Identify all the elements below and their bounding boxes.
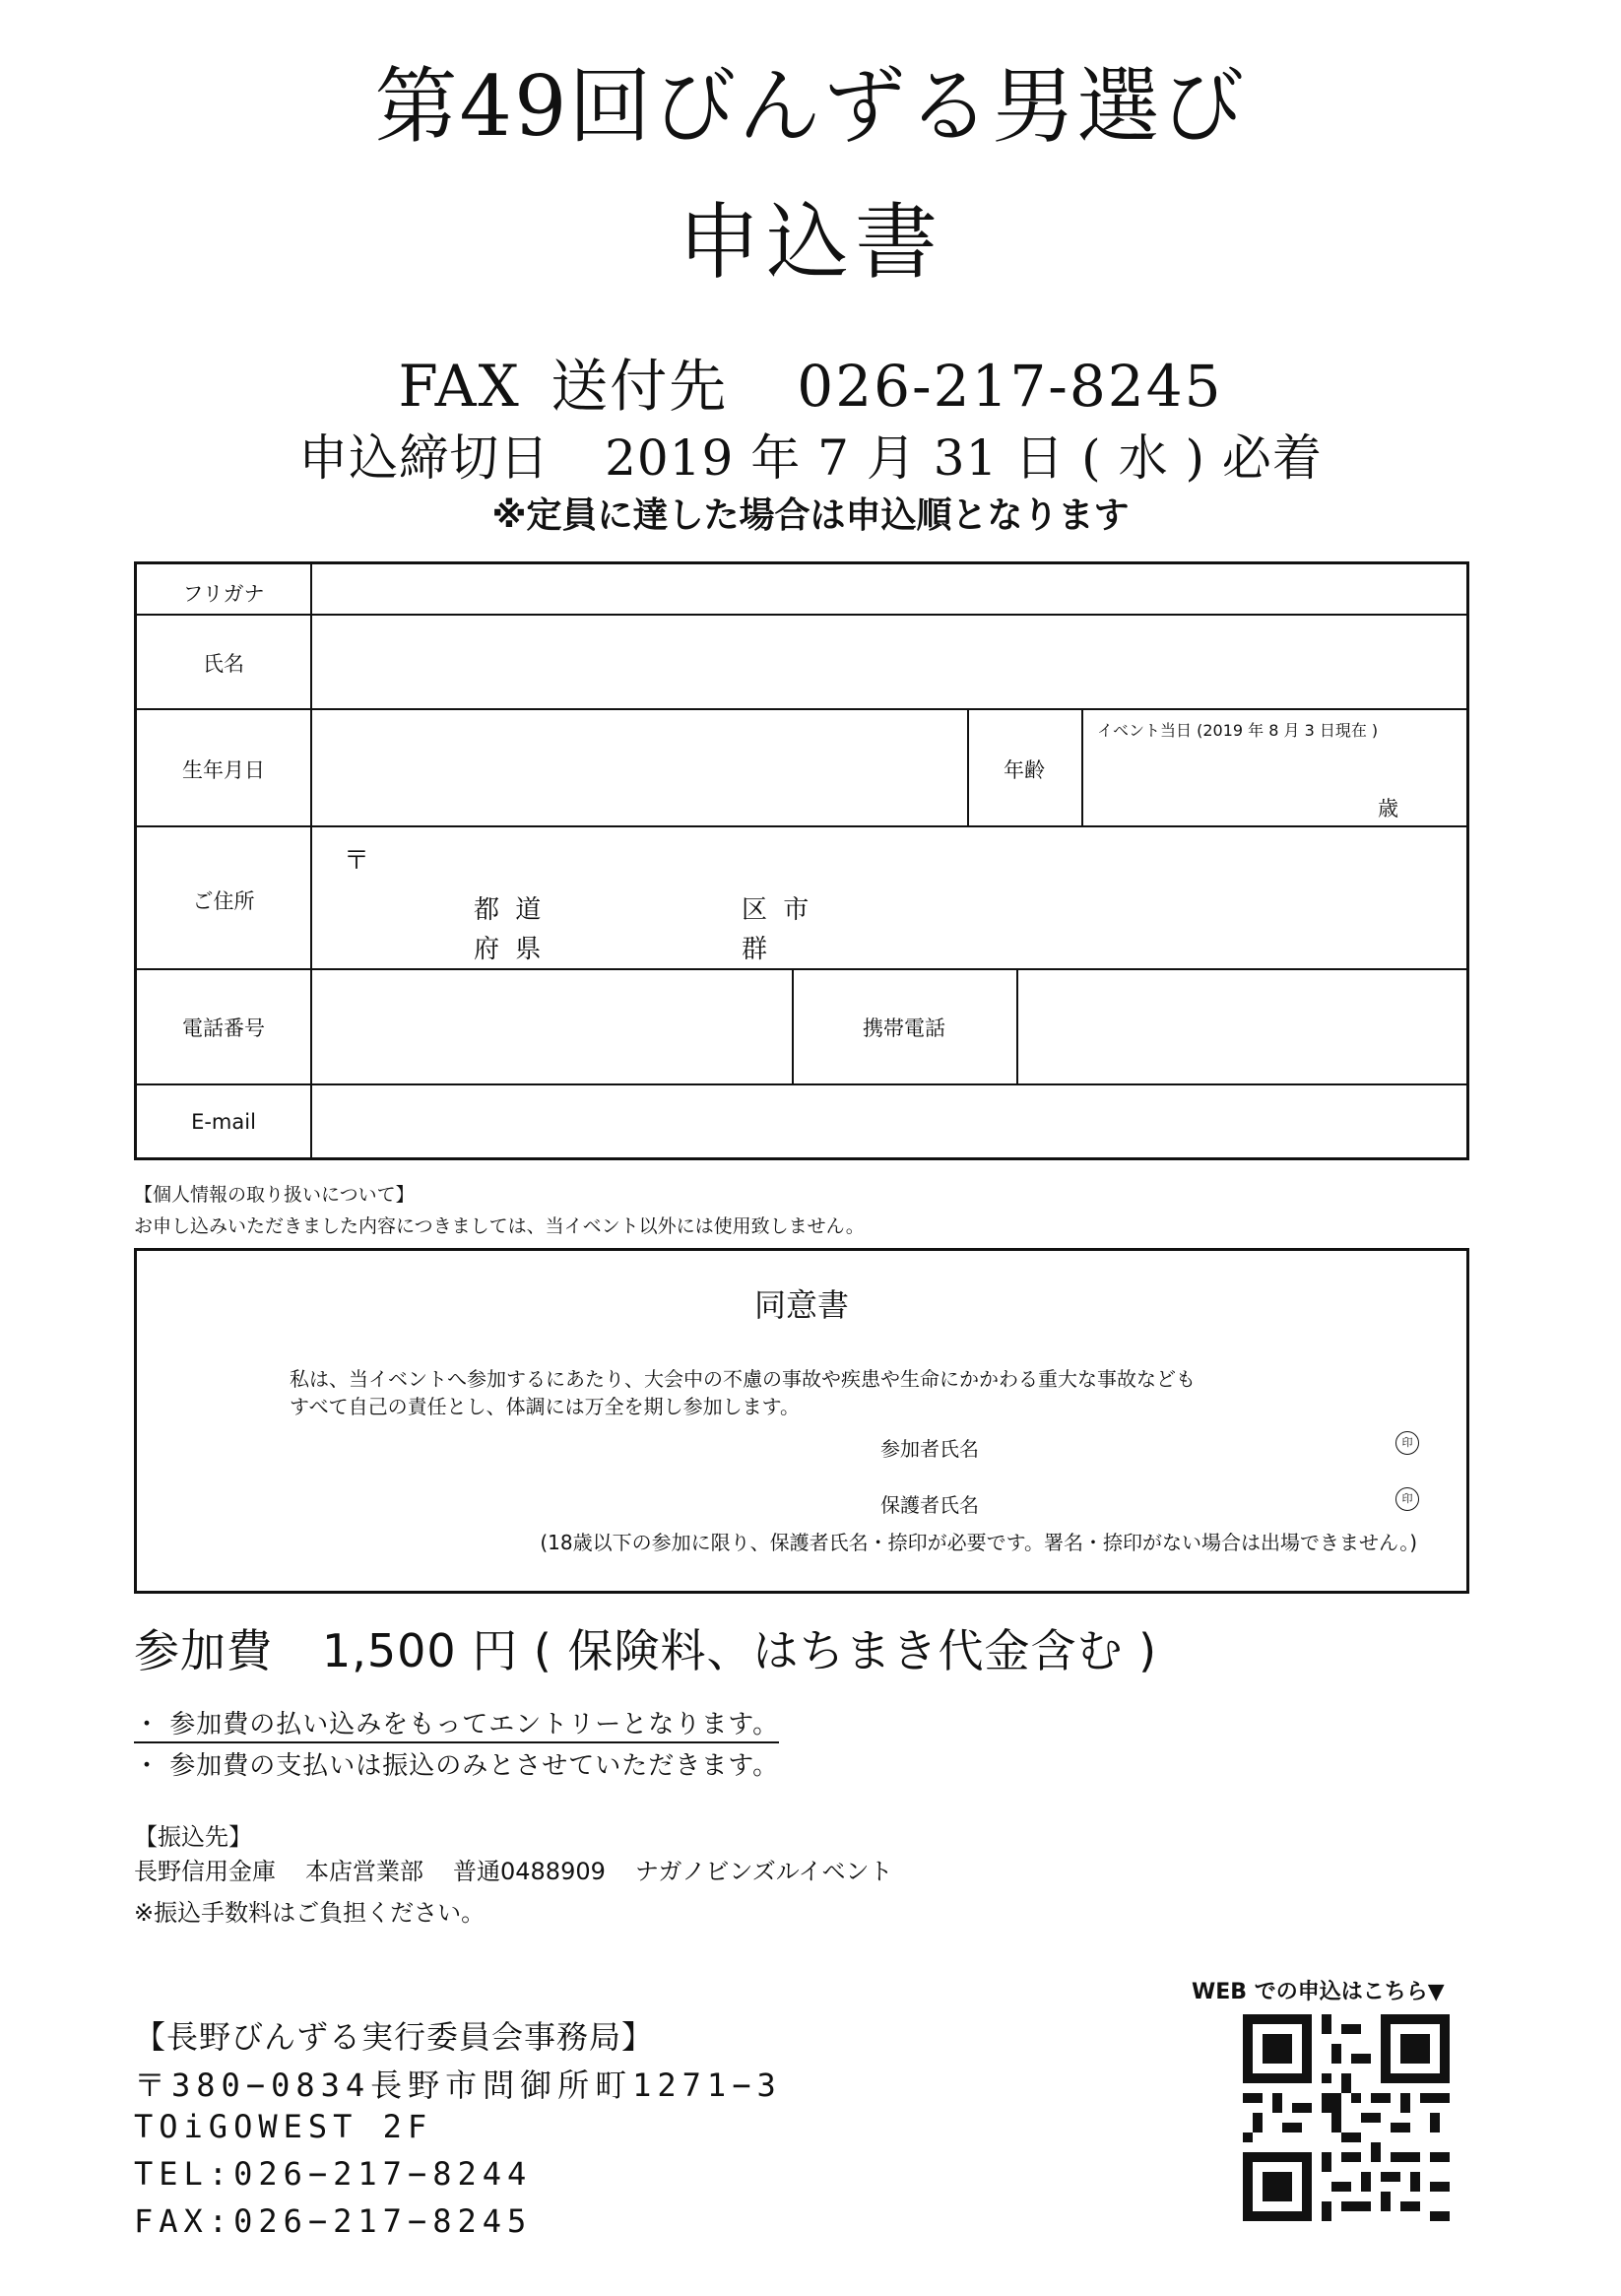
guardian-name-field[interactable] <box>994 1483 1388 1517</box>
page-title: 第49回びんずる男選び <box>374 58 1247 155</box>
fax-number: 026-217-8245 <box>797 353 1223 420</box>
email-field[interactable] <box>312 1085 1466 1157</box>
office-tel: TEL:026−217−8244 <box>134 2155 533 2193</box>
page-subtitle: 申込書 <box>677 194 943 291</box>
qr-code-icon[interactable] <box>1243 2014 1450 2221</box>
consent-box <box>134 1248 1469 1594</box>
consent-line-2: すべて自己の責任とし、体調には万全を期し参加します。 <box>290 1395 800 1418</box>
consent-title: 同意書 <box>753 1286 849 1324</box>
age-unit: 歳 <box>1378 797 1398 820</box>
seal-icon: 印 <box>1395 1431 1419 1455</box>
age-note: イベント当日 (2019 年 8 月 3 日現在 ) <box>1097 721 1379 740</box>
birthdate-label: 生年月日 <box>182 758 265 782</box>
age-label: 年齢 <box>1004 758 1045 782</box>
participant-name-field[interactable] <box>994 1428 1388 1462</box>
mobile-label: 携帯電話 <box>863 1017 945 1040</box>
fee-bullet-2: ・ 参加費の支払いは振込のみとさせていただきます。 <box>134 1751 780 1781</box>
fax-label: FAX 送付先 <box>398 353 729 420</box>
deadline-line <box>0 419 1621 490</box>
fee-amount: 1,500 円 ( 保険料、はちまき代金含む ) <box>322 1624 1158 1677</box>
postal-mark: 〒 <box>344 846 370 876</box>
participant-name-label: 参加者氏名 <box>880 1437 979 1461</box>
furigana-field[interactable] <box>312 564 1466 614</box>
email-label: E-mail <box>191 1110 256 1134</box>
mobile-field[interactable] <box>1018 970 1466 1083</box>
consent-body <box>290 1365 1196 1420</box>
county-gun: 群 <box>742 935 768 964</box>
office-title: 【長野びんずる実行委員会事務局】 <box>134 2018 655 2056</box>
office-building: TOiGOWEST 2F <box>134 2108 433 2145</box>
privacy-text: お申し込みいただきました内容につきましては、当イベント以外には使用致しません。 <box>134 1215 865 1237</box>
address-field[interactable] <box>373 828 1457 966</box>
consent-note: (18歳以下の参加に限り、保護者氏名・捺印が必要です。署名・捺印がない場合は出場できません。) <box>540 1531 1417 1554</box>
phone-field[interactable] <box>312 970 792 1083</box>
bank-branch: 本店営業部 <box>305 1858 423 1885</box>
consent-line-1: 私は、当イベントへ参加するにあたり、大会中の不慮の事故や疾患や生命にかかわる重大な事故なども <box>290 1367 1196 1391</box>
bank-holder: ナガノビンズルイベント <box>634 1858 893 1885</box>
bank-account: 普通0488909 <box>453 1858 606 1885</box>
seal-icon: 印 <box>1395 1487 1419 1511</box>
bank-heading: 【振込先】 <box>134 1823 252 1851</box>
bank-fee-note: ※振込手数料はご負担ください。 <box>134 1899 486 1927</box>
furigana-label: フリガナ <box>182 582 265 606</box>
phone-label: 電話番号 <box>182 1017 265 1040</box>
prefecture-fu-ken: 府 県 <box>474 935 546 964</box>
capacity-note: ※定員に達した場合は申込順となります <box>491 495 1130 536</box>
name-label: 氏名 <box>203 652 244 676</box>
office-address: 〒380−0834長野市問御所町1271−3 <box>134 2066 782 2104</box>
fee-line <box>134 1615 1157 1680</box>
prefecture-to-do: 都 道 <box>474 895 546 925</box>
name-field[interactable] <box>312 616 1466 708</box>
web-apply-label: WEB での申込はこちら▼ <box>1192 1980 1445 2004</box>
fee-bullet-1: ・ 参加費の払い込みをもってエントリーとなります。 <box>134 1704 779 1740</box>
birthdate-field[interactable] <box>312 710 967 825</box>
bank-name: 長野信用金庫 <box>134 1858 276 1885</box>
fax-line <box>0 340 1621 423</box>
privacy-heading: 【個人情報の取り扱いについて】 <box>134 1184 415 1206</box>
city-ku-shi: 区 市 <box>742 895 813 925</box>
deadline-label: 申込締切日 <box>298 429 551 487</box>
age-field[interactable] <box>1083 742 1369 820</box>
deadline-date: 2019 年 7 月 31 日 ( 水 ) 必着 <box>605 429 1323 487</box>
application-form <box>134 561 1469 1160</box>
bank-details <box>134 1852 893 1886</box>
guardian-name-label: 保護者氏名 <box>880 1493 979 1517</box>
fee-label: 参加費 <box>134 1624 273 1677</box>
office-fax: FAX:026−217−8245 <box>134 2202 533 2240</box>
address-label: ご住所 <box>192 889 255 913</box>
